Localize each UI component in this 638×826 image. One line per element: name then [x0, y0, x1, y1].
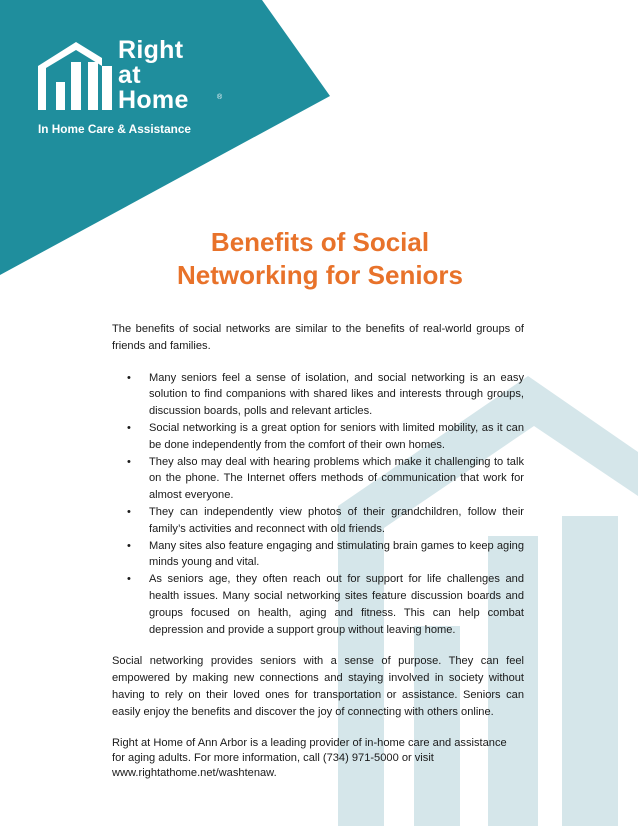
bullet-icon: •: [127, 539, 131, 552]
list-item: • Many seniors feel a sense of isolation, and social networking is an easy solution to find companions with shared likes and interests through groups, discussion boards, polls and relevant articles.: [127, 371, 524, 418]
bullet-icon: •: [127, 421, 131, 434]
body-content: [112, 321, 524, 781]
list-item: • Social networking is a great option for seniors with limited mobility, as it can be done independently from the comfort of their own homes.: [127, 421, 524, 451]
title-line-1: Benefits of Social: [210, 227, 430, 257]
house-icon: [38, 40, 114, 112]
contact-line-2: for aging adults. For more information, call (734) 971-5000 or visit: [112, 751, 434, 764]
list-item: • Many sites also feature engaging and stimulating brain games to keep aging minds young and vital.: [127, 539, 524, 569]
bullet-icon: •: [127, 573, 131, 586]
list-item: • They can independently view photos of their grandchildren, follow their family’s activities and reconnect with old friends.: [127, 505, 524, 535]
list-item: • As seniors age, they often reach out for support for life challenges and health issues. Many social networking sites feature discussion boards and groups focused on health, aging and fitness. This can help combat depression and provide a support group without leaving home.: [127, 573, 524, 636]
logo-word-right: Right: [118, 36, 184, 64]
logo-tagline: In Home Care & Assistance: [38, 122, 191, 136]
bullet-icon: •: [127, 505, 131, 518]
logo-word-at: at: [118, 61, 141, 89]
contact-paragraph: [112, 736, 524, 781]
bullet-icon: •: [127, 371, 131, 384]
intro-paragraph: The benefits of social networks are similar to the benefits of real-world groups of friends and families.: [112, 323, 524, 352]
summary-paragraph: Social networking provides seniors with a sense of purpose. They can feel empowered by making new connections and staying involved in society without having to rely on their loved ones for transportation or assistance. Seniors can easily enjoy the benefits and discover the joy of connecting with others online.: [112, 655, 524, 718]
title-line-2: Networking for Seniors: [176, 260, 464, 290]
contact-url-link[interactable]: www.rightathome.net/washtenaw.: [112, 766, 277, 779]
page-title: [112, 226, 528, 292]
bullet-icon: •: [127, 455, 131, 468]
registered-mark: ®: [217, 94, 223, 101]
logo-word-home: Home: [118, 86, 189, 114]
list-item: • They also may deal with hearing problems which make it challenging to talk on the phone. The Internet offers methods of communication that work for almost everyone.: [127, 455, 524, 502]
contact-line-1: Right at Home of Ann Arbor is a leading provider of in-home care and assistance: [112, 736, 507, 749]
benefits-list: [112, 370, 524, 639]
